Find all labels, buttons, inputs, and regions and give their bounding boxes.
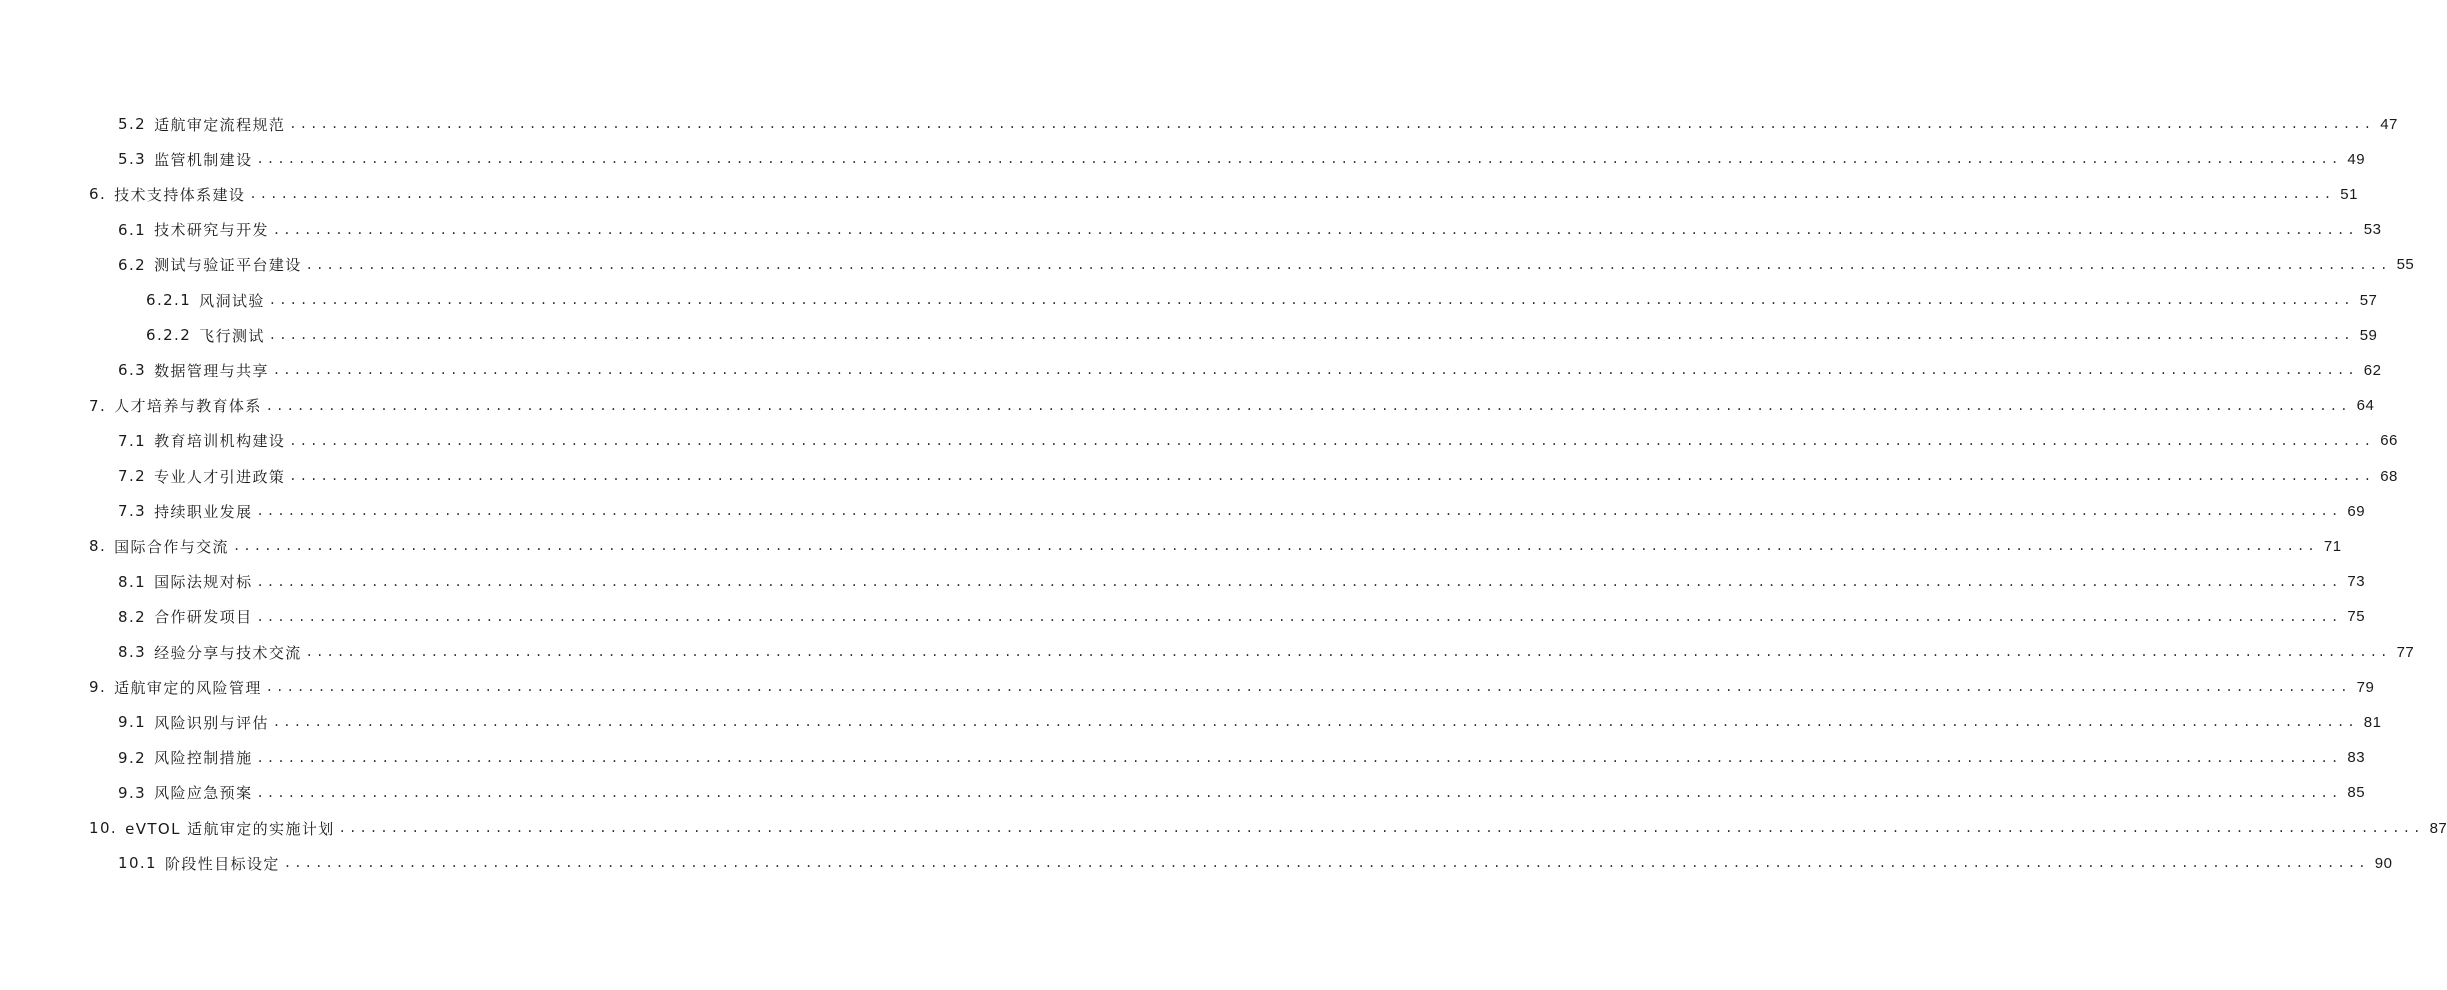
toc-entry[interactable] (118, 142, 2366, 176)
toc-entry-number: 9.1 (118, 713, 147, 732)
toc-entry-number: 9.3 (118, 783, 147, 802)
toc-dot-leader: ........................................................................................................................................................................................................ (256, 750, 2342, 765)
toc-entry-number: 8.2 (118, 607, 147, 626)
toc-entry-title: 风洞试验 (199, 291, 265, 310)
toc-entry[interactable] (118, 776, 2366, 810)
toc-entry-number: 8.3 (118, 643, 147, 661)
toc-entry[interactable] (89, 811, 2447, 845)
toc-entry-number: 10.1 (118, 854, 157, 873)
toc-entry-title: 技术研究与开发 (154, 221, 269, 240)
toc-entry-title: 技术支持体系建设 (114, 185, 246, 204)
toc-entry-page-number: 79 (2356, 678, 2375, 696)
toc-entry-page-number: 90 (2374, 854, 2393, 872)
toc-entry-title: 测试与验证平台建设 (154, 256, 302, 275)
toc-entry-title: 适航审定流程规范 (154, 115, 286, 134)
toc-entry-page-number: 75 (2347, 608, 2366, 626)
toc-entry[interactable] (118, 248, 2415, 282)
toc-dot-leader: ........................................................................................................................................................................................................ (256, 152, 2342, 167)
toc-entry[interactable] (89, 177, 2358, 211)
toc-entry-title: 风险应急预案 (154, 784, 253, 803)
toc-entry-number: 6.2 (118, 255, 147, 274)
toc-entry-number: 8.1 (118, 572, 147, 591)
toc-entry-title: 国际法规对标 (154, 573, 253, 592)
toc-entry-page-number: 49 (2347, 150, 2366, 168)
toc-entry-page-number: 81 (2363, 713, 2382, 731)
toc-dot-leader: ........................................................................................................................................................................................................ (305, 645, 2391, 659)
toc-entry-page-number: 87 (2429, 819, 2447, 837)
toc-dot-leader: ........................................................................................................................................................................................................ (256, 574, 2342, 589)
toc-dot-leader: ........................................................................................................................................................................................................ (232, 539, 2318, 554)
toc-entry-page-number: 59 (2359, 326, 2378, 344)
toc-entry-number: 10. (89, 819, 118, 837)
toc-entry-page-number: 85 (2347, 784, 2366, 802)
toc-entry[interactable] (146, 318, 2378, 352)
toc-entry-title: 监管机制建设 (154, 150, 253, 169)
toc-dot-leader: ........................................................................................................................................................................................................ (249, 187, 2335, 202)
toc-entry-title: 适航审定的风险管理 (114, 678, 262, 697)
toc-entry[interactable] (118, 741, 2366, 775)
toc-dot-leader: ........................................................................................................................................................................................................ (256, 609, 2342, 624)
toc-entry-number: 9. (89, 678, 107, 697)
toc-dot-leader: ........................................................................................................................................................................................................ (338, 821, 2424, 835)
toc-dot-leader: ........................................................................................................................................................................................................ (289, 433, 2375, 448)
toc-entry[interactable] (118, 107, 2398, 141)
toc-entry[interactable] (118, 353, 2382, 387)
toc-entry[interactable] (118, 459, 2398, 493)
toc-entry-number: 7.1 (118, 431, 147, 450)
toc-entry[interactable] (89, 529, 2342, 563)
toc-dot-leader: ........................................................................................................................................................................................................ (305, 257, 2391, 272)
toc-entry-title: 风险识别与评估 (154, 713, 269, 732)
toc-entry-number: 7. (89, 396, 107, 415)
toc-entry-number: 7.3 (118, 502, 147, 521)
toc-entry-number: 6.2.2 (146, 326, 192, 345)
toc-entry[interactable] (118, 600, 2366, 634)
toc-dot-leader: ........................................................................................................................................................................................................ (272, 222, 2358, 237)
toc-entry[interactable] (118, 705, 2382, 739)
toc-entry-number: 7.2 (118, 467, 147, 485)
toc-entry[interactable] (89, 670, 2375, 704)
toc-entry-title: 国际合作与交流 (114, 537, 229, 556)
toc-entry-number: 5.2 (118, 115, 147, 133)
toc-entry-page-number: 53 (2363, 221, 2382, 239)
toc-dot-leader: ........................................................................................................................................................................................................ (265, 680, 2351, 695)
toc-dot-leader: ........................................................................................................................................................................................................ (272, 363, 2358, 378)
toc-dot-leader: ........................................................................................................................................................................................................ (289, 469, 2375, 483)
toc-entry-title: 经验分享与技术交流 (154, 643, 302, 662)
toc-entry-number: 6.3 (118, 361, 147, 380)
toc-entry-title: 持续职业发展 (154, 502, 253, 521)
toc-entry-number: 5.3 (118, 150, 147, 169)
toc-dot-leader: ........................................................................................................................................................................................................ (256, 785, 2342, 800)
toc-entry-page-number: 73 (2347, 573, 2366, 591)
toc-entry-title: 阶段性目标设定 (165, 854, 280, 873)
toc-entry[interactable] (118, 424, 2398, 458)
toc-entry-title: eVTOL 适航审定的实施计划 (125, 819, 335, 838)
toc-entry-title: 风险控制措施 (154, 749, 253, 768)
toc-dot-leader: ........................................................................................................................................................................................................ (265, 398, 2351, 413)
toc-entry-title: 飞行测试 (199, 326, 265, 345)
toc-entry-page-number: 68 (2380, 467, 2398, 485)
toc-dot-leader: ........................................................................................................................................................................................................ (289, 117, 2375, 131)
toc-dot-leader: ........................................................................................................................................................................................................ (268, 293, 2354, 307)
toc-entry-number: 6.2.1 (146, 291, 192, 309)
toc-entry-title: 教育培训机构建设 (154, 432, 286, 451)
toc-entry-page-number: 64 (2356, 397, 2375, 415)
toc-dot-leader: ........................................................................................................................................................................................................ (283, 856, 2369, 871)
toc-entry-page-number: 57 (2359, 291, 2378, 309)
toc-entry-page-number: 71 (2323, 537, 2342, 555)
toc-entry[interactable] (118, 213, 2382, 247)
toc-entry-page-number: 47 (2380, 115, 2398, 133)
toc-entry[interactable] (118, 846, 2393, 880)
toc-entry-title: 合作研发项目 (154, 608, 253, 627)
toc-entry-number: 8. (89, 537, 107, 556)
toc-entry-number: 6.1 (118, 220, 147, 239)
toc-entry-page-number: 62 (2363, 361, 2382, 379)
toc-entry-page-number: 77 (2396, 643, 2415, 661)
toc-entry-title: 人才培养与教育体系 (114, 397, 262, 416)
toc-entry-page-number: 51 (2340, 185, 2358, 203)
toc-entry-page-number: 69 (2347, 502, 2366, 520)
toc-entry-page-number: 66 (2380, 432, 2398, 450)
toc-entry-number: 9.2 (118, 748, 147, 767)
toc-dot-leader: ........................................................................................................................................................................................................ (256, 504, 2342, 519)
toc-entry-page-number: 55 (2396, 256, 2415, 274)
toc-entry-number: 6. (89, 185, 107, 204)
toc-dot-leader: ........................................................................................................................................................................................................ (268, 328, 2354, 343)
toc-entry[interactable] (118, 565, 2366, 599)
toc-entry-page-number: 83 (2347, 749, 2366, 767)
toc-entry[interactable] (118, 494, 2366, 528)
toc-entry[interactable] (146, 283, 2378, 317)
toc-entry[interactable] (118, 635, 2415, 669)
toc-entry[interactable] (89, 389, 2375, 423)
toc-dot-leader: ........................................................................................................................................................................................................ (272, 715, 2358, 730)
toc-entry-title: 数据管理与共享 (154, 361, 269, 380)
toc-entry-title: 专业人才引进政策 (154, 467, 286, 486)
